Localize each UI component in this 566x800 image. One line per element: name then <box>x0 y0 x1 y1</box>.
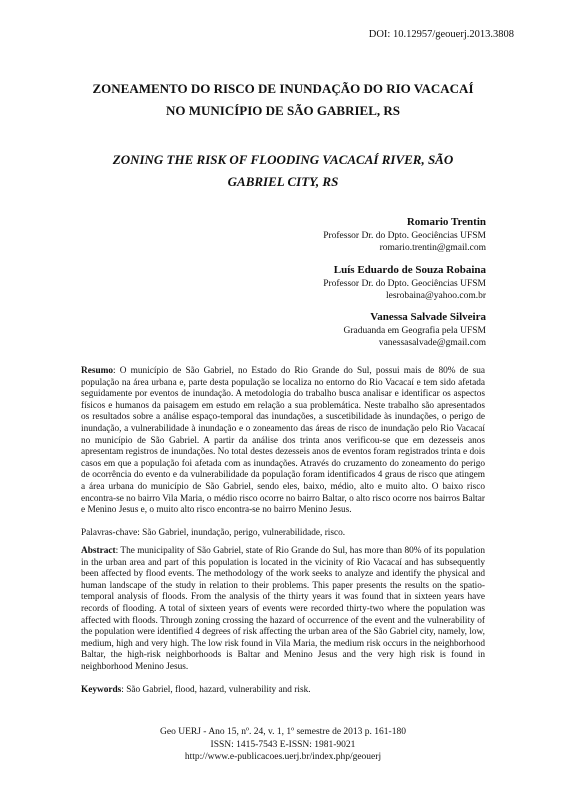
title-pt-line2: NO MUNICÍPIO DE SÃO GABRIEL, RS <box>165 103 401 118</box>
author-block <box>323 215 486 254</box>
palavras-chave: Palavras-chave: São Gabriel, inundação, perigo, vulnerabilidade, risco. <box>81 528 346 538</box>
author-block <box>344 310 486 349</box>
resumo-text: : O município de São Gabriel, no Estado do Rio Grande do Sul, possui mais de 80% de sua população na área urbana e, parte desta população se localiza no entorno do Rio Vacacaí e tem sido afetada seguidamente por eventos de inundação. A metodologia do trabalho busca analisar e identificar os aspectos físicos e humanos da paisagem em estudo em relação a sua problemática. Neste trabalho são apresentados os resultados sobre a análise espaço-temporal das inundações, a suscetibilidade às inundações, o perigo de inundação, a vulnerabilidade à inundação e o zoneamento das áreas de risco de inundação pelo Rio Vacacaí no município de São Gabriel. A partir da análise dos trinta anos verificou-se que em dezesseis anos apresentam registros de inundações. No total destes dezesseis anos de eventos foram registrados trinta e dois casos em que a população foi afetada com as inundações. Através do cruzamento do zoneamento do perigo de ocorrência do evento e da vulnerabilidade da população foram identificados 4 graus de risco que atingem a área urbana do município de São Gabriel, sendo eles, baixo, médio, alto e muito alto. O baixo risco encontra-se no bairro Vila Maria, o médio risco ocorre no bairro Baltar, o alto risco ocorre nos bairros Baltar e Menino Jesus e, o muito alto risco encontra-se no bairro Menino Jesus. <box>81 366 485 516</box>
title-english <box>60 149 506 193</box>
title-en-line1: ZONING THE RISK OF FLOODING VACACAÍ RIVER, SÃO <box>112 152 454 167</box>
keywords-paragraph <box>81 685 485 697</box>
keywords-label: Keywords <box>81 685 122 695</box>
footer-issn: ISSN: 1415-7543 E-ISSN: 1981-9021 <box>210 739 356 750</box>
resumo-label: Resumo <box>81 366 114 376</box>
keywords-text: : São Gabriel, flood, hazard, vulnerability and risk. <box>121 685 311 695</box>
author-email[interactable]: vanessasalvade@gmail.com <box>378 338 486 348</box>
author-affiliation: Professor Dr. do Dpto. Geociências UFSM <box>323 231 486 241</box>
author-name: Romario Trentin <box>406 216 486 228</box>
doi: DOI: 10.12957/geouerj.2013.3808 <box>368 29 514 40</box>
title-pt-line1: ZONEAMENTO DO RISCO DE INUNDAÇÃO DO RIO VACACAÍ <box>92 81 474 96</box>
author-affiliation: Graduanda em Geografia pela UFSM <box>343 326 486 336</box>
author-block <box>323 263 486 302</box>
title-en-line2: GABRIEL CITY, RS <box>227 174 339 189</box>
footer-citation: Geo UERJ - Ano 15, nº. 24, v. 1, 1º semestre de 2013 p. 161-180 <box>160 727 406 737</box>
author-name: Vanessa Salvade Silveira <box>370 311 486 323</box>
author-affiliation: Professor Dr. do Dpto. Geociências UFSM <box>323 279 486 289</box>
author-email[interactable]: romario.trentin@gmail.com <box>379 243 486 253</box>
journal-footer <box>60 726 506 764</box>
abstract-label: Abstract <box>81 546 116 556</box>
author-name: Luís Eduardo de Souza Robaina <box>333 264 486 276</box>
author-email[interactable]: lesrobaina@yahoo.com.br <box>385 291 486 301</box>
footer-url[interactable]: http://www.e-publicacoes.uerj.br/index.php/geouerj <box>184 752 382 762</box>
abstract-text: : The municipality of São Gabriel, state of Rio Grande do Sul, has more than 80% of its population in the urban area and part of this population is located in the vicinity of Rio Vacacaí and has subsequently been affected by flood events. The methodology of the work seeks to analyze and identify the physical and human landscape of the study in relation to their problems. This paper presents the results on the spatio-temporal analysis of floods. From the analysis of the thirty years it was found that in sixteen years have records of flooding. A total of sixteen years of events were recorded thirty-two where the population was affected with floods. Through zoning crossing the hazard of occurrence of the event and the vulnerability of the population were identified 4 degrees of risk affecting the urban area of the São Gabriel city, namely, low, medium, high and very high. The low risk found in Vila Maria, the medium risk occurs in the neighborhood Baltar, the high-risk neighborhoods is Baltar and Menino Jesus and the very high risk is found in neighborhood Menino Jesus. <box>81 546 485 672</box>
resumo-paragraph <box>81 366 485 517</box>
abstract-paragraph <box>81 546 485 674</box>
title-portuguese <box>60 78 506 122</box>
